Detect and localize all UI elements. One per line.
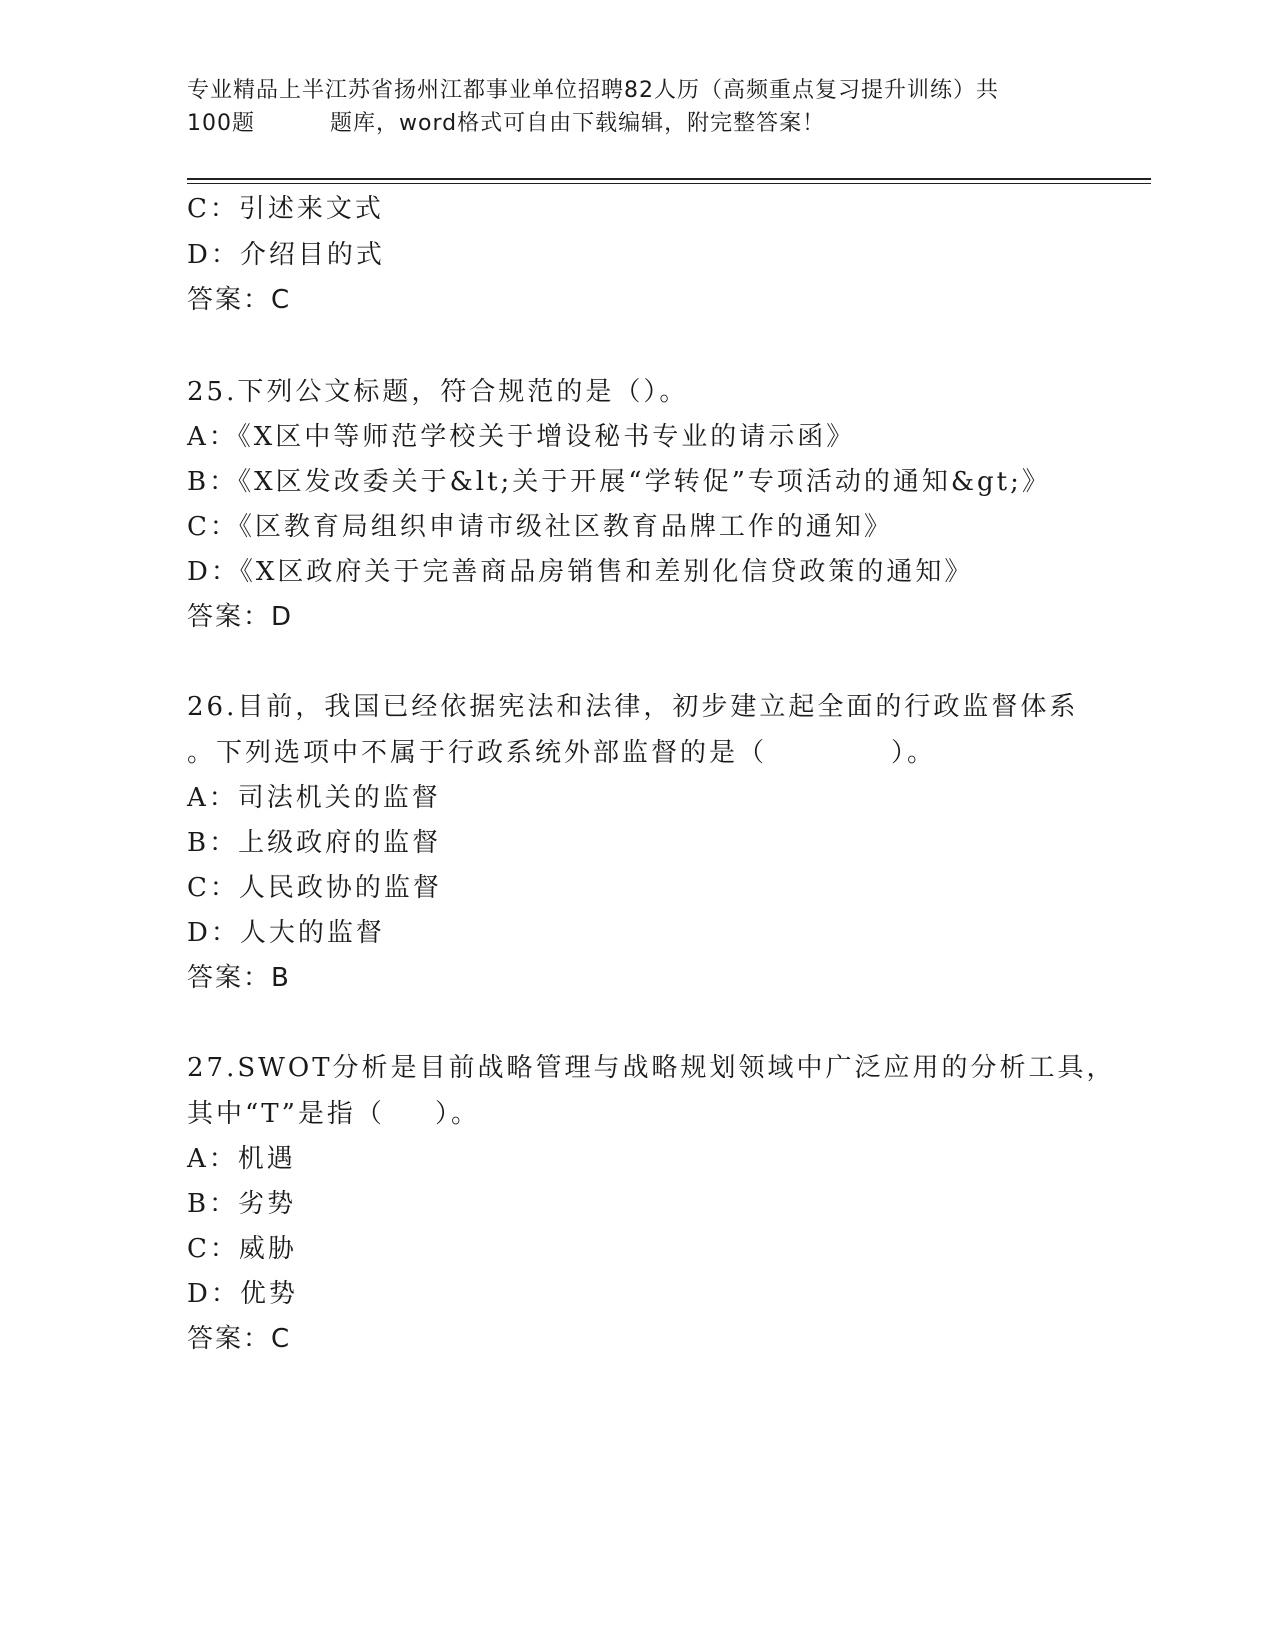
q26-answer-value: B [271,963,290,993]
q26-stem-line-2-end: ）。 [891,738,937,768]
q27-option-d: D：优势 [187,1279,298,1309]
q26-answer-label: 答案： [187,963,272,993]
q27-answer-label: 答案： [187,1324,272,1354]
q27-option-a: A：机遇 [187,1144,296,1174]
q25-option-c: C：《区教育局组织申请市级社区教育品牌工作的通知》 [187,512,893,542]
q26-option-d: D：人大的监督 [187,918,385,948]
header-line-2 [187,107,1087,140]
q27-stem-line-1: 27.SWOT分析是目前战略管理与战略规划领域中广泛应用的分析工具， [187,1053,1116,1083]
q26-option-b: B：上级政府的监督 [187,828,442,858]
q25-answer [187,600,292,634]
q25-option-d: D：《X区政府关于完善商品房销售和差别化信贷政策的通知》 [187,557,974,587]
q27-answer-value: C [271,1324,291,1354]
q25-stem: 25.下列公文标题，符合规范的是（）。 [187,377,689,407]
q26-stem-line-2 [187,736,936,770]
header-divider-thick [187,178,1151,180]
q26-option-a: A：司法机关的监督 [187,783,441,813]
q26-stem-line-1: 26.目前，我国已经依据宪法和法律，初步建立起全面的行政监督体系 [187,692,1079,722]
q24-option-d: D：介绍目的式 [187,240,385,270]
q27-option-b: B：劣势 [187,1189,297,1219]
q27-stem-line-2 [187,1097,480,1131]
q27-answer [187,1322,290,1356]
header-divider-thin [187,183,1151,184]
header-line-1: 专业精品上半江苏省扬州江都事业单位招聘82人历（高频重点复习提升训练）共 [187,78,999,103]
q24-option-c: C：引述来文式 [187,194,384,224]
q25-answer-label: 答案： [187,602,272,632]
header-line-2-desc: 题库，word格式可自由下载编辑，附完整答案！ [330,111,826,136]
q26-stem-line-2-text: 。下列选项中不属于行政系统外部监督的是（ [187,738,768,768]
q26-answer [187,961,290,995]
q25-option-b: B：《X区发改委关于&lt;关于开展“学转促”专项活动的通知&gt;》 [187,467,1051,497]
header-line-2-count: 100题 [187,111,255,136]
document-header [187,74,1087,140]
q24-answer-label: 答案： [187,285,272,315]
q25-option-a: A：《X区中等师范学校关于增设秘书专业的请示函》 [187,422,856,452]
q25-answer-value: D [271,602,293,632]
q27-stem-line-2-text: 其中“T”是指（ [187,1099,385,1129]
q24-answer [187,283,290,317]
q24-answer-value: C [271,285,291,315]
q27-stem-line-2-end: ）。 [434,1099,480,1129]
q27-option-c: C：威胁 [187,1234,297,1264]
q26-option-c: C：人民政协的监督 [187,873,442,903]
